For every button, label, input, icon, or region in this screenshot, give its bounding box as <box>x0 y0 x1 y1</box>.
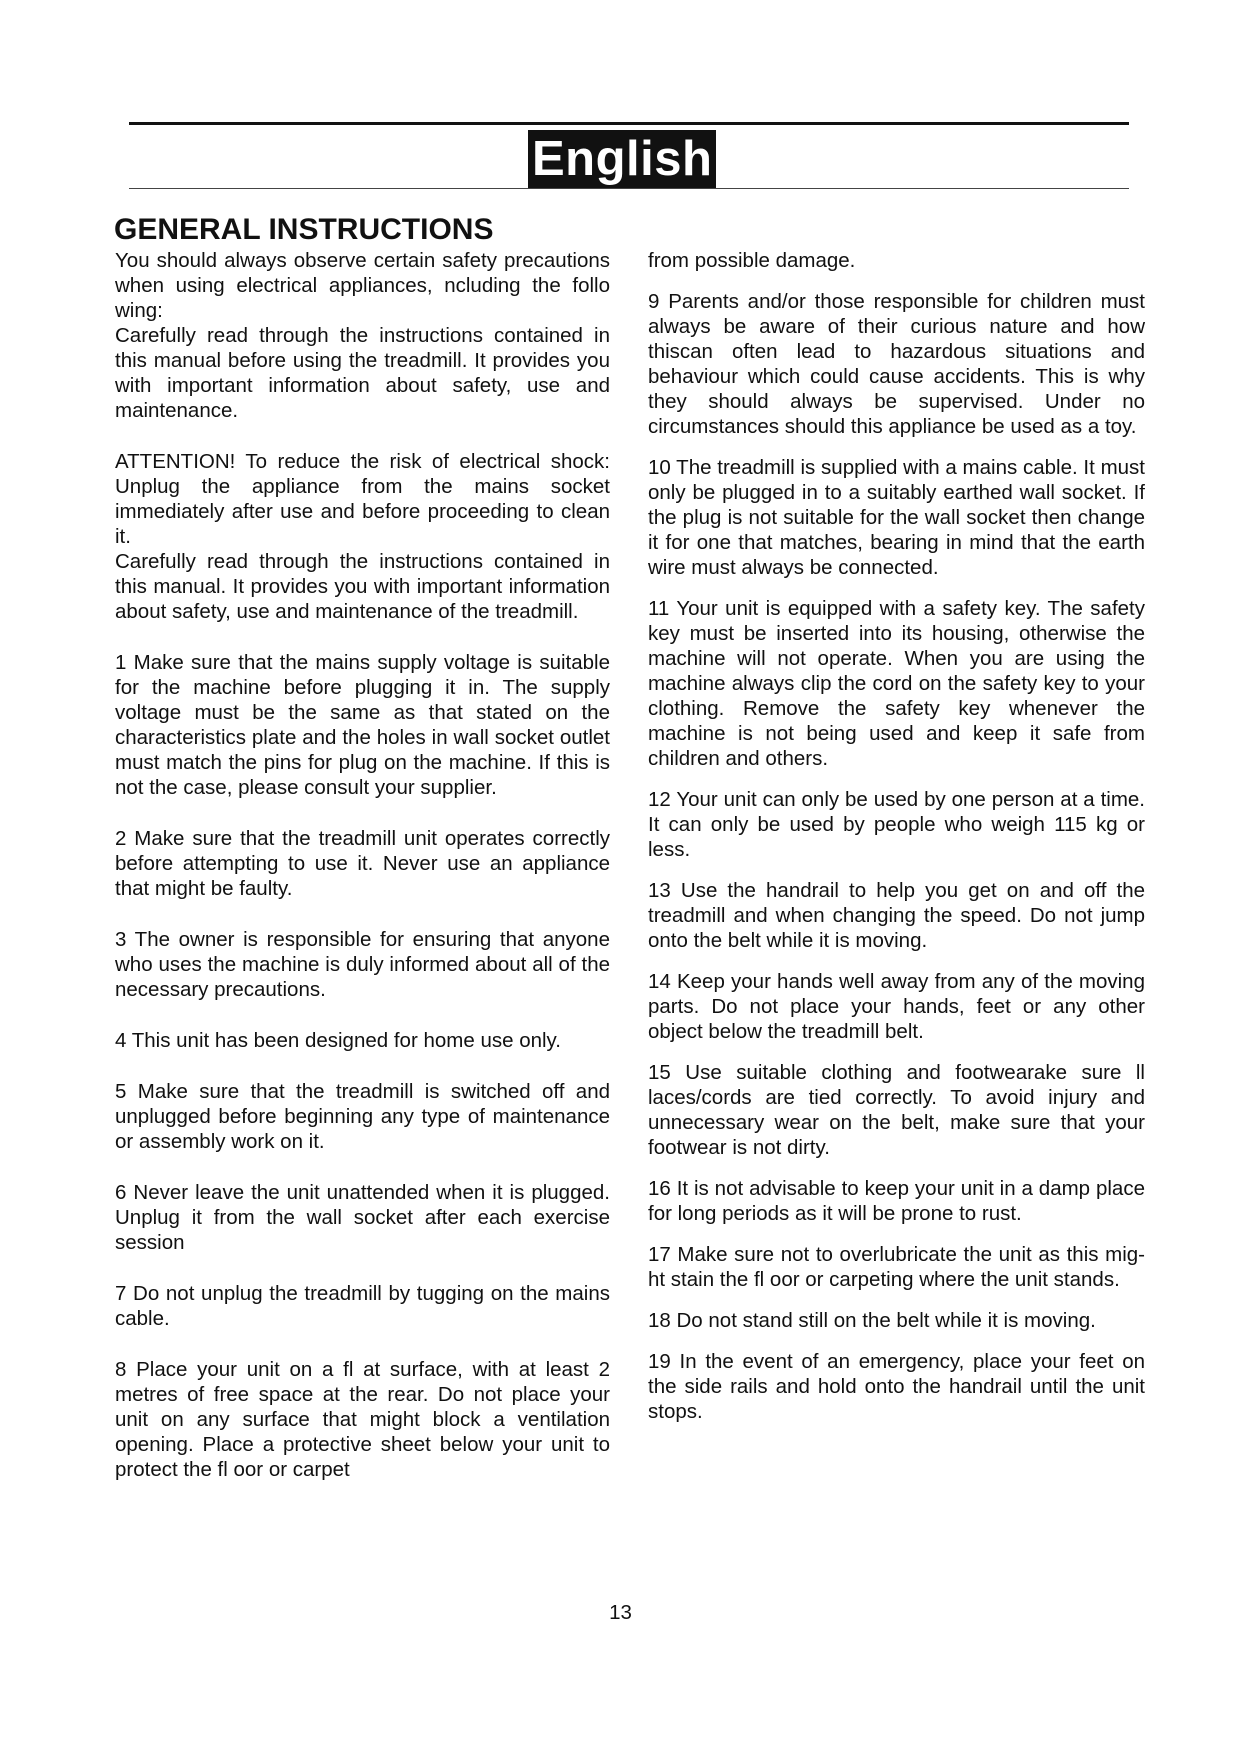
instruction-item-6: 6 Never leave the unit unattended when it is plugged. Unplug it from the wall socket after each exercise session <box>115 1181 610 1254</box>
left-column <box>115 248 610 1482</box>
instruction-item-9: 9 Parents and/or those responsible for children must always be aware of their curious nature and how thiscan often lead to hazardous situations and behaviour which could cause accidents. This is why they should always be supervised. Under no circumstances should this appliance be used as a toy. <box>648 290 1145 438</box>
instruction-item-11: 11 Your unit is equipped with a safety key. The safety key must be inserted into its housing, otherwise the machine will not operate. When you are using the machine always clip the cord on the safety key to your clothing. Remove the safety key whenever the machine is not being used and keep it safe from children and others. <box>648 597 1145 770</box>
instruction-item-5: 5 Make sure that the treadmill is switched off and unplugged before beginning any type of maintenance or assembly work on it. <box>115 1080 610 1153</box>
language-badge: English <box>528 130 716 188</box>
instruction-item-1: 1 Make sure that the mains supply voltage is suitable for the machine before plugging it in. The supply voltage must be the same as that stated on the characteristics plate and the holes in wall socket outlet must match the pins for plug on the machine. If this is not the case, please consult your supplier. <box>115 651 610 799</box>
instruction-item-15: 15 Use suitable clothing and footwearake sure ll laces/cords are tied correctly. To avoid injury and unnecessary wear on the belt, make sure that your footwear is not dirty. <box>648 1061 1145 1159</box>
instruction-item-13: 13 Use the handrail to help you get on and off the treadmill and when changing the speed. Do not jump onto the belt while it is moving. <box>648 879 1145 952</box>
page-title: GENERAL INSTRUCTIONS <box>114 213 494 246</box>
instruction-item-8: 8 Place your unit on a fl at surface, with at least 2 metres of free space at the rear. Do not place your unit on any surface that might block a ventilation opening. Place a protective sheet below your unit to protect the fl oor or carpet <box>115 1358 610 1481</box>
instruction-item-4: 4 This unit has been designed for home use only. <box>115 1029 561 1052</box>
instruction-item-7: 7 Do not unplug the treadmill by tugging on the mains cable. <box>115 1282 610 1330</box>
header-rule-top <box>129 122 1129 125</box>
instruction-item-17: 17 Make sure not to overlubricate the unit as this mig- ht stain the fl oor or carpeting where the unit stands. <box>648 1243 1145 1291</box>
read-manual-paragraph: Carefully read through the instructions contained in this manual. It provides you with important information about safety, use and maintenance of the treadmill. <box>115 550 610 623</box>
header-rule-bottom <box>129 188 1129 189</box>
right-column <box>648 248 1145 1424</box>
instruction-item-16: 16 It is not advisable to keep your unit in a damp place for long periods as it will be prone to rust. <box>648 1177 1145 1225</box>
instruction-item-10: 10 The treadmill is supplied with a mains cable. It must only be plugged in to a suitably earthed wall socket. If the plug is not suitable for the wall socket then change it for one that matches, bearing in mind that the earth wire must always be connected. <box>648 456 1145 579</box>
instruction-item-3: 3 The owner is responsible for ensuring that anyone who uses the machine is duly informed about all of the necessary precautions. <box>115 928 610 1001</box>
instruction-item-18: 18 Do not stand still on the belt while it is moving. <box>648 1309 1096 1332</box>
instruction-item-8-continued: from possible damage. <box>648 249 856 272</box>
page-number: 13 <box>609 1601 632 1624</box>
read-instructions-paragraph: Carefully read through the instructions contained in this manual before using the treadmill. It provides you with important information about safety, use and maintenance. <box>115 324 610 422</box>
instruction-item-2: 2 Make sure that the treadmill unit operates correctly before attempting to use it. Never use an appliance that might be faulty. <box>115 827 610 900</box>
instruction-item-12: 12 Your unit can only be used by one person at a time. It can only be used by people who weigh 115 kg or less. <box>648 788 1145 861</box>
instruction-item-19: 19 In the event of an emergency, place your feet on the side rails and hold onto the handrail until the unit stops. <box>648 1350 1145 1423</box>
instruction-item-14: 14 Keep your hands well away from any of the moving parts. Do not place your hands, feet or any other object below the treadmill belt. <box>648 970 1145 1043</box>
intro-paragraph: You should always observe certain safety precautions when using electrical appliances, ncluding the follo wing: <box>115 249 610 322</box>
attention-paragraph: ATTENTION! To reduce the risk of electrical shock: Unplug the appliance from the mains socket immediately after use and before proceeding to clean it. <box>115 450 610 548</box>
